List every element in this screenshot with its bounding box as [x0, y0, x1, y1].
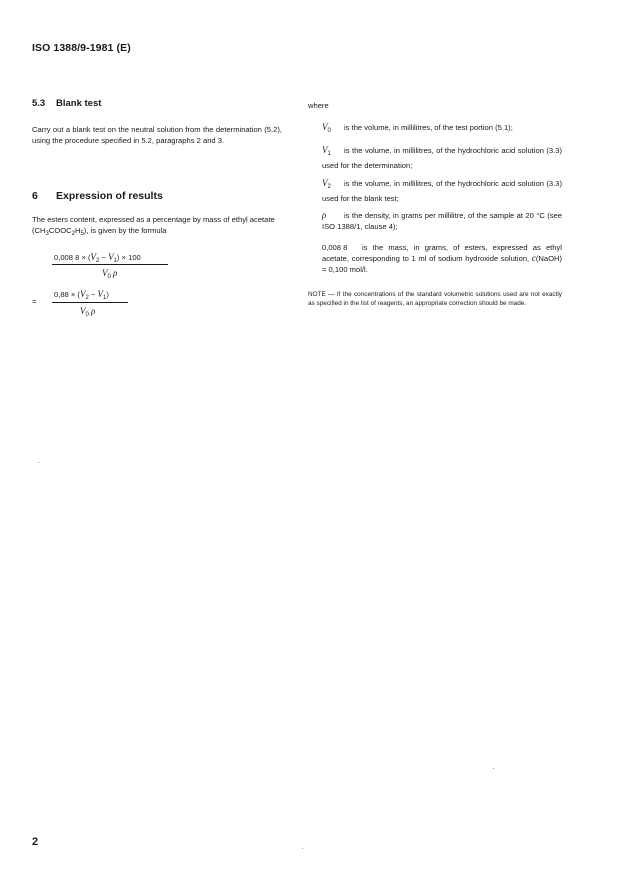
note-paragraph: NOTE — If the concentrations of the standard volumetric solutions used are not exactly as specified in the list of reagents, an appropriate correction should be made.: [308, 291, 562, 307]
section-title: Expression of results: [56, 190, 163, 202]
where-label: where: [308, 101, 329, 110]
scan-speck: [38, 462, 39, 463]
definition-rho: ρ is the density, in grams per millilitre, of the sample at 20 °C (see ISO 1388/1, clause 4);: [322, 210, 562, 231]
definition-v0: $V_0$ is the volume, in millilitres, of the test portion (5.1);: [322, 122, 513, 134]
scan-speck: [493, 768, 494, 769]
definition-v1: $V_1$ is the volume, in millilitres, of the hydrochloric acid solution (3.3) used for the determination;: [322, 145, 562, 170]
section-6-heading: [32, 190, 163, 202]
section-title: Blank test: [56, 98, 102, 109]
formula-2-fraction-bar: [52, 302, 128, 303]
formula-1-denominator: $V_0$ ρ: [102, 268, 118, 280]
document-header: ISO 1388/9-1981 (E): [32, 42, 131, 54]
blank-test-paragraph: Carry out a blank test on the neutral solution from the determination (5.2), using the procedure specified in 5.2, paragraphs 2 and 3.: [32, 125, 282, 145]
formula-2-denominator: $V_0$ ρ: [80, 306, 96, 318]
formula-1-numerator: 0,008 $8 \times (V_2 - V_1) \times 100$: [54, 252, 141, 264]
section-number: 5.3: [32, 98, 46, 109]
formula-2-numerator: $0,88 \times (V_2 - V_1)$: [54, 289, 109, 301]
page-number: 2: [32, 836, 39, 848]
section-number: 6: [32, 190, 38, 202]
definition-constant: 0,008 8 is the mass, in grams, of esters, expressed as ethyl acetate, corresponding to 1 ml of sodium hydroxide solution, c(NaOH) = 0,100 mol/l.: [322, 243, 562, 274]
scan-speck: [302, 848, 303, 849]
formula-1-fraction-bar: [52, 264, 168, 265]
definition-v2: $V_2$ is the volume, in millilitres, of the hydrochloric acid solution (3.3) used for the blank test;: [322, 178, 562, 203]
formula-2-equals: =: [32, 297, 37, 306]
section-5-3-heading: [32, 98, 101, 109]
results-intro-paragraph: The esters content, expressed as a percentage by mass of ethyl acetate $(CH_3COOC_2H_5)$, is given by the formula: [32, 215, 275, 237]
